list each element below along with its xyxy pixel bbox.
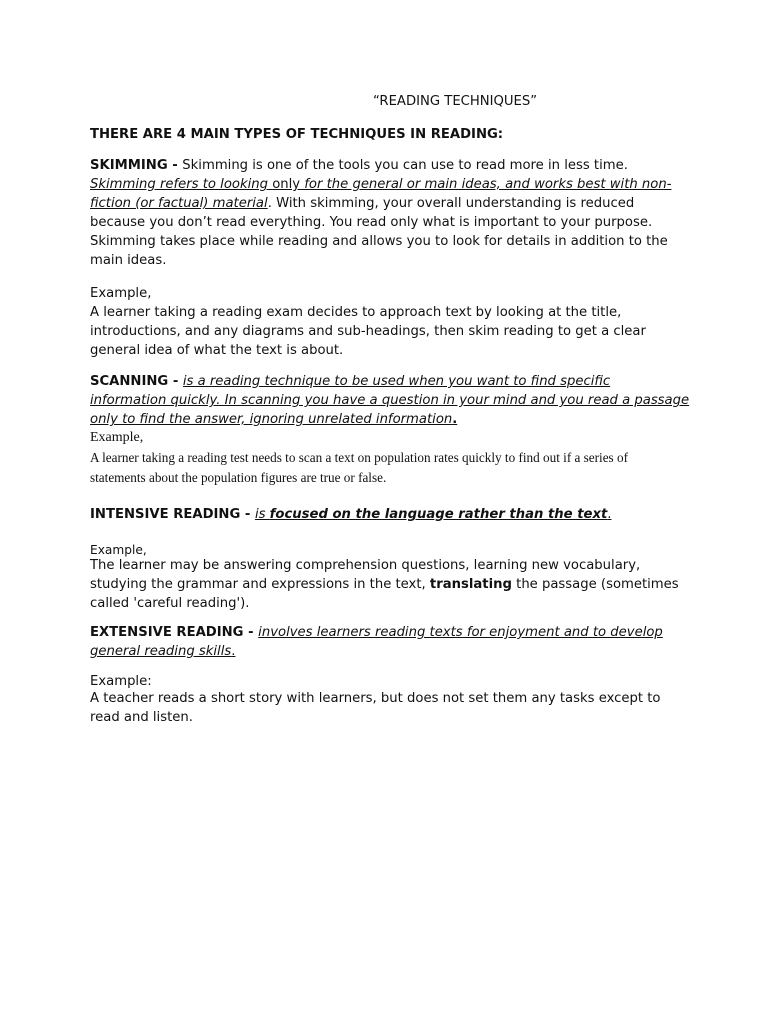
skimming-example-label: Example, — [90, 286, 152, 301]
extensive-example-text: A teacher reads a short story with learners, but does not set them any tasks except to read and listen. — [90, 691, 661, 725]
scanning-paragraph — [90, 372, 690, 429]
intensive-definition-end: . — [607, 507, 612, 522]
extensive-definition: involves learners reading texts for enjoyment and to develop general reading skills — [90, 625, 663, 659]
extensive-heading: EXTENSIVE READING - — [90, 625, 259, 640]
skimming-rest: . With skimming, your overall understanding is reduced because you don’t read everything. You read only what is important to your purpose. Skimming takes place while reading and allows you to look for details in addition to the main ideas. — [90, 196, 668, 268]
extensive-paragraph — [90, 623, 690, 661]
scanning-heading: SCANNING - — [90, 374, 183, 389]
intensive-paragraph — [90, 505, 690, 524]
skimming-definition-3: for the general or main ideas, and works best with non-fiction (or factual) material — [90, 177, 672, 211]
intensive-definition-2: focused on the language rather than the text — [269, 507, 608, 522]
intensive-example-bold: translating — [429, 577, 512, 592]
skimming-definition-2: only — [272, 177, 301, 192]
skimming-lead: Skimming is one of the tools you can use to read more in less time. — [182, 158, 628, 173]
skimming-example-text: A learner taking a reading exam decides to approach text by looking at the title, introductions, and any diagrams and sub-headings, then skim reading to get a clear general idea of what the text is about. — [90, 305, 646, 358]
intensive-example-text — [90, 556, 690, 613]
intensive-example-text-1: The learner may be answering comprehension questions, learning new vocabulary, studying the grammar and expressions in the text, — [90, 558, 641, 592]
intensive-definition-1: is — [254, 507, 270, 522]
document-title: “READING TECHNIQUES” — [373, 94, 538, 109]
skimming-definition-1: Skimming refers to looking — [90, 177, 273, 192]
scanning-definition-end: . — [452, 412, 458, 427]
skimming-heading: SKIMMING - — [90, 158, 183, 173]
skimming-paragraph — [90, 156, 690, 270]
intro-heading: THERE ARE 4 MAIN TYPES OF TECHNIQUES IN READING: — [90, 127, 504, 142]
scanning-definition: is a reading technique to be used when you want to find specific information quickly. In scanning you have a question in your mind and you read a passage only to find the answer, ignoring unrelated information — [90, 374, 690, 427]
scanning-example-text: A learner taking a reading test needs to scan a text on population rates quickly to find out if a series of statements about the population figures are true or false. — [90, 450, 628, 485]
extensive-example-label: Example: — [90, 674, 152, 689]
intensive-example-label: Example, — [90, 543, 147, 557]
intensive-example-text-2: the passage (sometimes called 'careful reading'). — [90, 577, 679, 611]
scanning-example-label: Example, — [90, 430, 144, 445]
intensive-heading: INTENSIVE READING - — [90, 507, 255, 522]
extensive-definition-end: . — [231, 644, 236, 659]
